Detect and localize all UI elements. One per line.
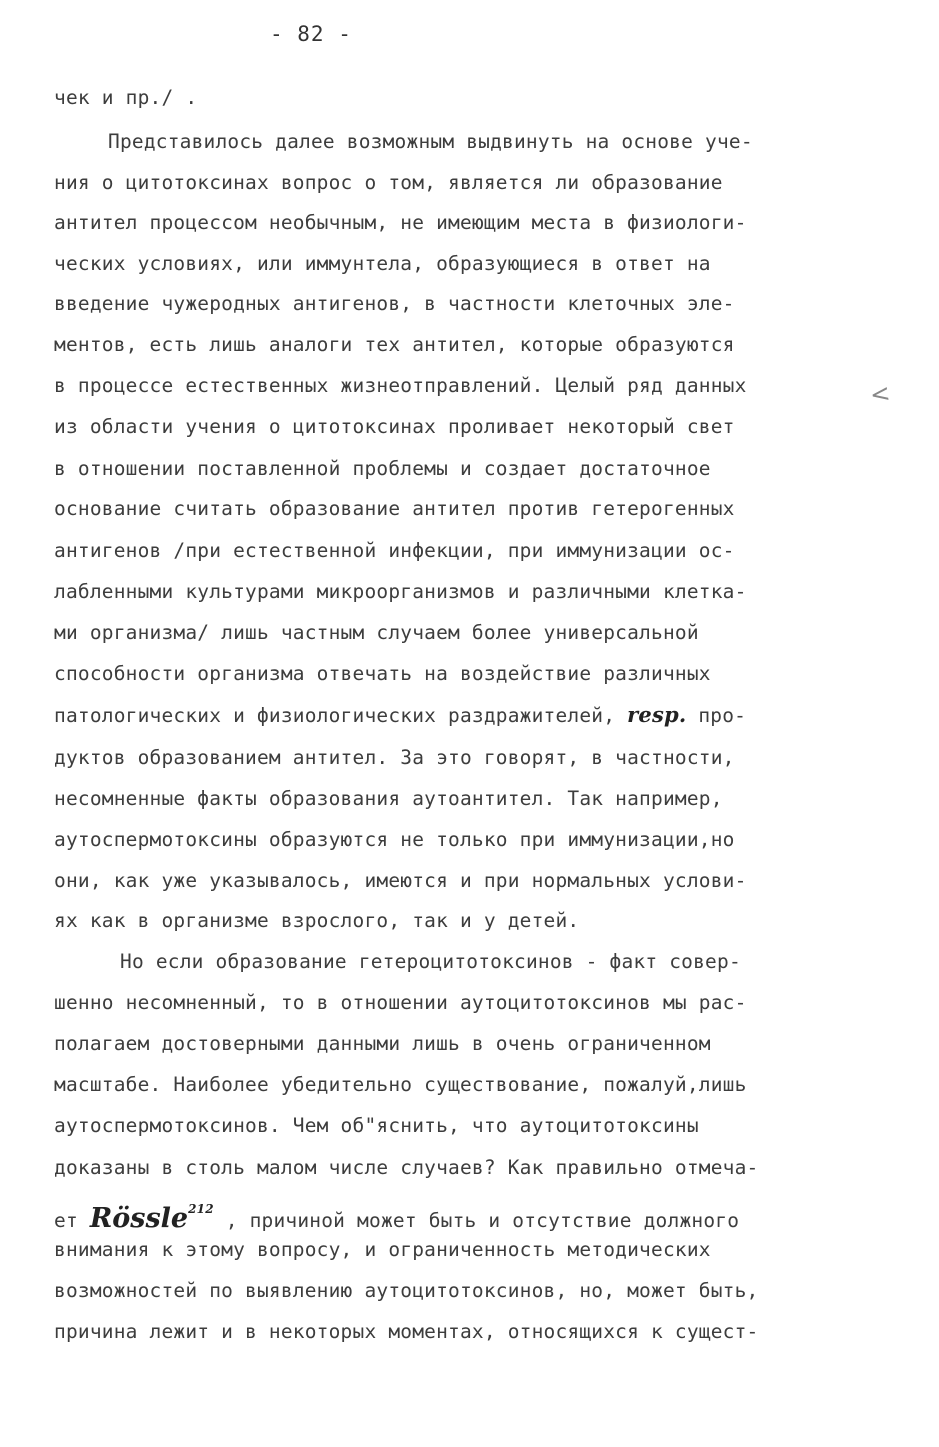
- handwritten-author-name: Rössle: [89, 1203, 189, 1234]
- text-line: способности организма отвечать на воздействие различных: [54, 662, 711, 685]
- text-line: из области учения о цитотоксинах проливает некоторый свет: [54, 415, 735, 438]
- reference-number: 212: [188, 1202, 214, 1216]
- text-line: аутоспермотоксинов. Чем об"яснить, что аутоцитотоксины: [54, 1114, 699, 1137]
- text-line: ях как в организме взрослого, так и у детей.: [54, 909, 580, 932]
- handwritten-resp: resp.: [627, 702, 687, 727]
- text-line: ния о цитотоксинах вопрос о том, является ли образование: [54, 171, 723, 194]
- text-line: Но если образование гетероцитотоксинов - факт совер-: [120, 950, 741, 973]
- text-line: основание считать образование антител против гетерогенных: [54, 497, 735, 520]
- text-line: возможностей по выявлению аутоцитотоксинов, но, может быть,: [54, 1279, 759, 1302]
- text-line: в процессе естественных жизнеотправлений. Целый ряд данных: [54, 374, 747, 397]
- text-line: антигенов /при естественной инфекции, при иммунизации ос-: [54, 539, 735, 562]
- text-line-with-annotation: [54, 1194, 854, 1234]
- text-line: масштабе. Наиболее убедительно существование, пожалуй,лишь: [54, 1073, 747, 1096]
- text-line: в отношении поставленной проблемы и создает достаточное: [54, 457, 711, 480]
- margin-check-mark: <: [868, 378, 892, 410]
- line-text: ет: [54, 1209, 90, 1232]
- line-text: патологических и физиологических раздражителей,: [54, 704, 628, 727]
- text-line: они, как уже указывалось, имеются и при нормальных услови-: [54, 869, 747, 892]
- text-line: лабленными культурами микроорганизмов и различными клетка-: [54, 580, 747, 603]
- text-line: ментов, есть лишь аналоги тех антител, которые образуются: [54, 333, 735, 356]
- text-line: доказаны в столь малом числе случаев? Как правильно отмеча-: [54, 1156, 759, 1179]
- text-line: ми организма/ лишь частным случаем более универсальной: [54, 621, 699, 644]
- text-line: Представилось далее возможным выдвинуть на основе уче-: [108, 130, 753, 153]
- line-text: , причиной может быть и отсутствие должного: [213, 1209, 740, 1232]
- text-line: причина лежит и в некоторых моментах, относящихся к сущест-: [54, 1320, 759, 1343]
- text-line: антител процессом необычным, не имеющим места в физиологи-: [54, 211, 747, 234]
- line-text: про-: [686, 704, 747, 727]
- text-line: внимания к этому вопросу, и ограниченность методических: [54, 1238, 711, 1261]
- text-line: шенно несомненный, то в отношении аутоцитотоксинов мы рас-: [54, 991, 747, 1014]
- text-line: введение чужеродных антигенов, в частности клеточных эле-: [54, 292, 735, 315]
- page-number: - 82 -: [270, 22, 352, 46]
- text-line: аутоспермотоксины образуются не только при иммунизации,но: [54, 828, 735, 851]
- text-line: чек и пр./ .: [54, 86, 198, 109]
- text-line: полагаем достоверными данными лишь в очень ограниченном: [54, 1032, 711, 1055]
- text-line: ческих условиях, или иммунтела, образующиеся в ответ на: [54, 252, 711, 275]
- text-line: несомненные факты образования аутоантител. Так например,: [54, 787, 723, 810]
- text-line: дуктов образованием антител. За это говорят, в частности,: [54, 746, 735, 769]
- text-line-with-annotation: [54, 700, 854, 730]
